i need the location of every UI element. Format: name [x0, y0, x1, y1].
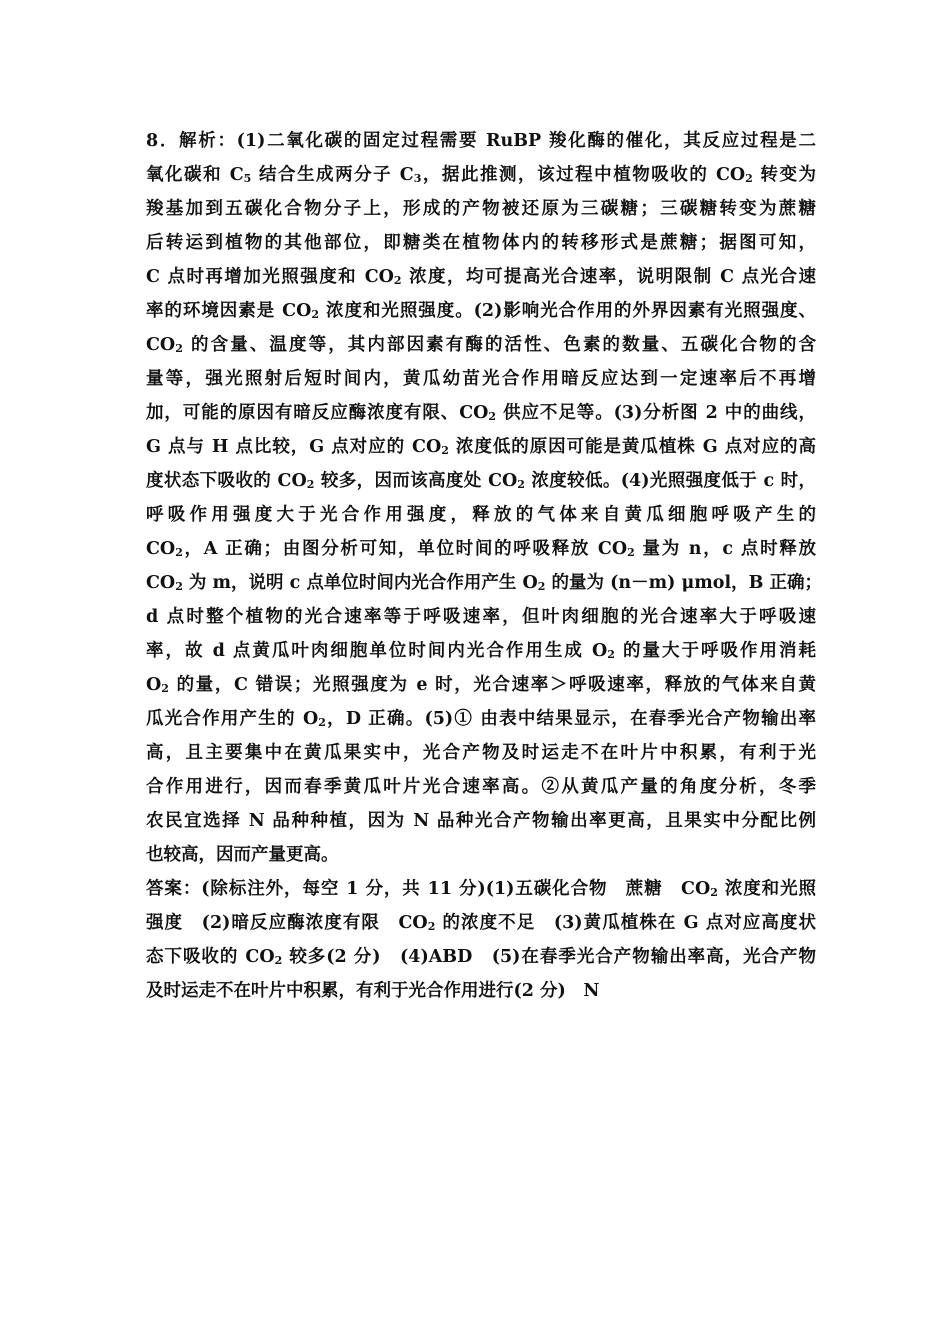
text-line: 后转运到植物的其他部位，即糖类在植物体内的转移形式是蔗糖；据图可知， — [146, 233, 816, 253]
text-line: $CO_2$ 为 m，说明 c 点单位时间内光合作用产生 $O_2$ 的量为 (n－m) μmol，B 正确； — [146, 573, 822, 593]
text-line: 8．解析：(1)二氧化碳的固定过程需要 RuBP 羧化酶的催化，其反应过程是二 — [146, 131, 816, 151]
text-line: 及时运走不在叶片中积累，有利于光合作用进行(2 分) N — [146, 981, 600, 1001]
text-line: 答案：(除标注外，每空 1 分，共 11 分)(1)五碳化合物 蔗糖 $CO_2$ 浓度和光照 — [146, 879, 816, 899]
text-line: 加，可能的原因有暗反应酶浓度有限、$CO_2$ 供应不足等。(3)分析图 2 中的曲线， — [146, 403, 816, 423]
answer-paragraph — [146, 872, 816, 1008]
text-line: $O_2$ 的量，C 错误；光照强度为 e 时，光合速率＞呼吸速率，释放的气体来自黄 — [146, 675, 816, 695]
text-line: 也较高，因而产量更高。 — [146, 845, 339, 865]
text-line: 态下吸收的 $CO_2$ 较多(2 分) (4)ABD (5)在春季光合产物输出率高，光合产物 — [146, 947, 816, 967]
text-line: 度状态下吸收的 $CO_2$ 较多，因而该高度处 $CO_2$ 浓度较低。(4)光照强度低于 c 时， — [146, 471, 817, 491]
text-line: d 点时整个植物的光合速率等于呼吸速率，但叶肉细胞的光合速率大于呼吸速 — [146, 607, 816, 627]
text-line: 强度 (2)暗反应酶浓度有限 $CO_2$ 的浓度不足 (3)黄瓜植株在 G 点对应高度状 — [146, 913, 816, 933]
text-line: 合作用进行，因而春季黄瓜叶片光合速率高。②从黄瓜产量的角度分析，冬季 — [146, 777, 816, 797]
text-line: 量等，强光照射后短时间内，黄瓜幼苗光合作用暗反应达到一定速率后不再增 — [146, 369, 816, 389]
text-line: 高，且主要集中在黄瓜果实中，光合产物及时运走不在叶片中积累，有利于光 — [146, 743, 816, 763]
text-line: 率的环境因素是 $CO_2$ 浓度和光照强度。(2)影响光合作用的外界因素有光照强度、 — [146, 301, 817, 321]
text-line: $CO_2$ 的含量、温度等，其内部因素有酶的活性、色素的数量、五碳化合物的含 — [146, 335, 816, 355]
text-line: 羧基加到五碳化合物分子上，形成的产物被还原为三碳糖；三碳糖转变为蔗糖 — [146, 199, 816, 219]
text-line: 瓜光合作用产生的 $O_2$，D 正确。(5)① 由表中结果显示，在春季光合产物输出率 — [146, 709, 816, 729]
text-line: C 点时再增加光照强度和 $CO_2$ 浓度，均可提高光合速率，说明限制 C 点光合速 — [146, 267, 816, 287]
text-line: 农民宜选择 N 品种种植，因为 N 品种光合产物输出率更高，且果实中分配比例 — [146, 811, 816, 831]
analysis-paragraph — [146, 124, 822, 872]
text-line: $CO_2$，A 正确；由图分析可知，单位时间的呼吸释放 $CO_2$ 量为 n，c 点时释放 — [146, 539, 816, 559]
solution-text — [146, 124, 822, 1008]
text-line: 率，故 d 点黄瓜叶肉细胞单位时间内光合作用生成 $O_2$ 的量大于呼吸作用消耗 — [146, 641, 816, 661]
text-line: 氧化碳和 $C_5$ 结合生成两分子 $C_3$，据此推测，该过程中植物吸收的 $CO_2$ 转变为 — [146, 165, 816, 185]
text-line: 呼吸作用强度大于光合作用强度，释放的气体来自黄瓜细胞呼吸产生的 — [146, 505, 816, 525]
text-line: G 点与 H 点比较，G 点对应的 $CO_2$ 浓度低的原因可能是黄瓜植株 G 点对应的高 — [146, 437, 816, 457]
